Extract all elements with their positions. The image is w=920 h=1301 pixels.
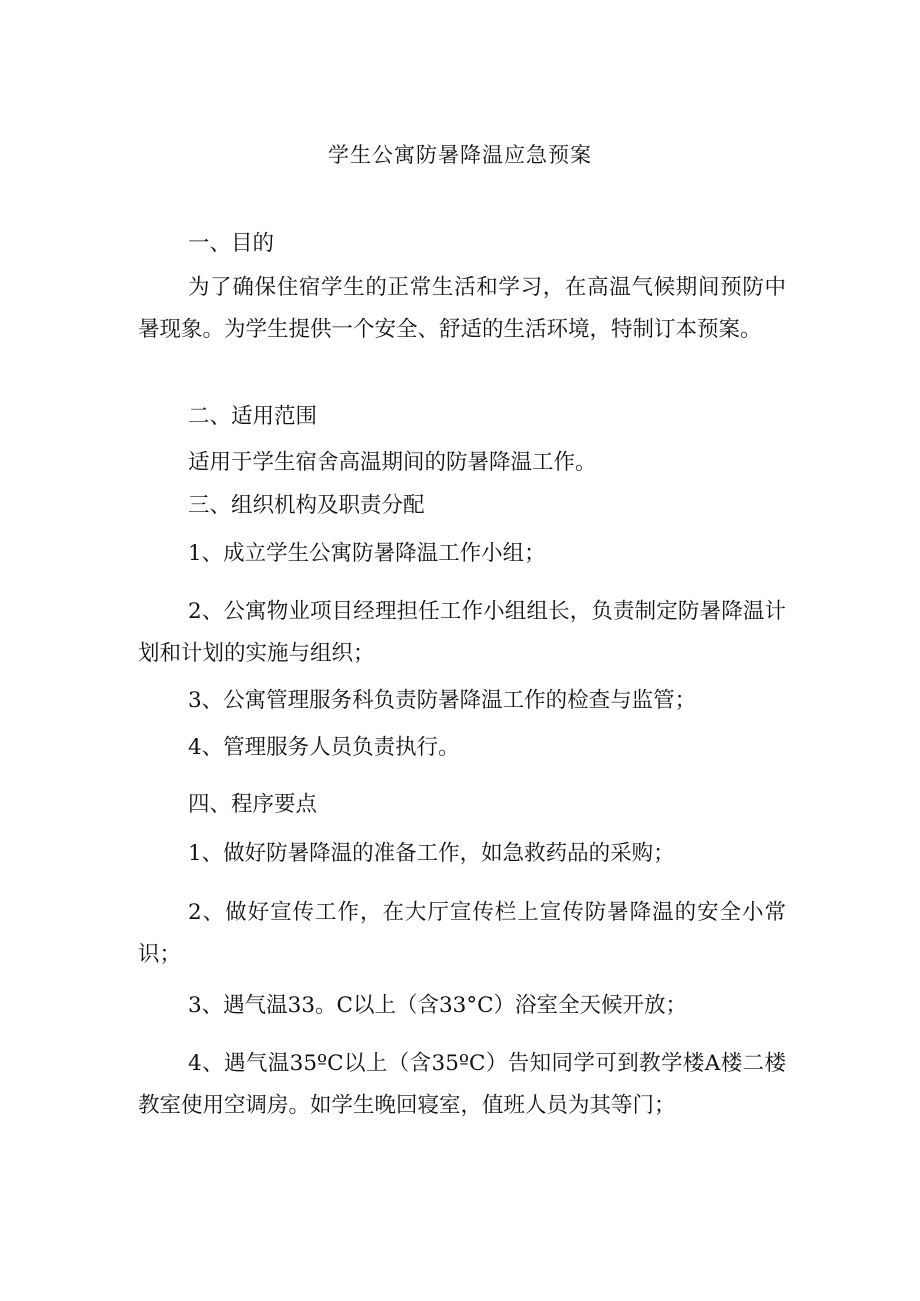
document-title: 学生公寓防暑降温应急预案 [328, 143, 592, 167]
paragraph-purpose: 为了确保住宿学生的正常生活和学习，在高温气候期间预防中暑现象。为学生提供一个安全、舒适的生活环境，特制订本预案。 [138, 275, 786, 342]
section-heading-scope: 二、适用范围 [188, 404, 318, 429]
list-item: 2、公寓物业项目经理担任工作小组组长，负责制定防暑降温计划和计划的实施与组织； [138, 599, 786, 666]
paragraph-scope: 适用于学生宿舍高温期间的防暑降温工作。 [188, 450, 597, 475]
list-item: 1、成立学生公寓防暑降温工作小组； [188, 541, 546, 566]
section-heading-procedure: 四、程序要点 [188, 792, 318, 817]
list-item: 2、做好宣传工作，在大厅宣传栏上宣传防暑降温的安全小常识； [138, 900, 786, 967]
section-heading-organization: 三、组织机构及职责分配 [188, 493, 425, 518]
section-heading-purpose: 一、目的 [188, 231, 275, 256]
list-item: 3、遇气温33。C以上（含33°C）浴室全天候开放； [188, 993, 688, 1018]
list-item: 3、公寓管理服务科负责防暑降温工作的检查与监管； [188, 688, 697, 713]
list-item: 1、做好防暑降温的准备工作，如急救药品的采购； [188, 841, 675, 866]
list-item: 4、遇气温35ºC以上（含35ºC）告知同学可到教学楼A楼二楼教室使用空调房。如学生晚回寝室，值班人员为其等门； [138, 1051, 786, 1118]
list-item: 4、管理服务人员负责执行。 [188, 735, 460, 760]
